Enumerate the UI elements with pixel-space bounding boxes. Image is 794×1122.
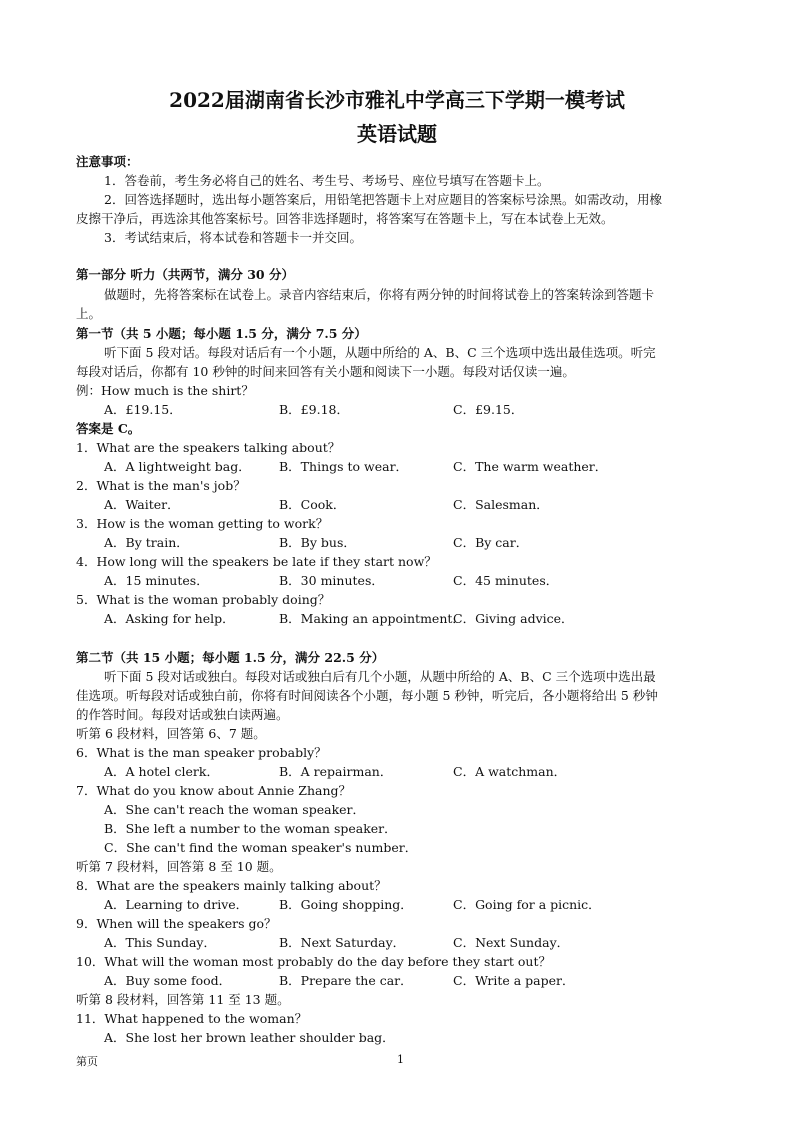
section1-intro: 听下面 5 段对话。每段对话后有一个小题，从题中所给的 A、B、C 三个选项中选出最佳选项。听完 xyxy=(104,345,656,360)
option: A．This Sunday． xyxy=(104,935,216,950)
option: C．By car． xyxy=(453,535,529,550)
option: B．Cook． xyxy=(279,497,346,512)
option: C．The warm weather． xyxy=(453,459,608,474)
option: B．Prepare the car． xyxy=(279,973,413,988)
section2-intro: 佳选项。听每段对话或独白前，你将有时间阅读各个小题，每小题 5 秒钟，听完后，各小题将给出 5 秒钟 xyxy=(76,688,658,703)
option: A．Waiter． xyxy=(104,497,180,512)
notice-item: 2．回答选择题时，选出每小题答案后，用铅笔把答题卡上对应题目的答案标号涂黑。如需改动，用橡 xyxy=(104,192,662,207)
example-option: A．£19.15． xyxy=(104,402,182,417)
material-instruction: 听第 6 段材料，回答第 6、7 题。 xyxy=(76,726,266,741)
option: B．Things to wear． xyxy=(279,459,409,474)
option: A．She can't reach the woman speaker． xyxy=(104,802,366,817)
option: A．Learning to drive． xyxy=(104,897,249,912)
question: 4．How long will the speakers be late if they start now？ xyxy=(76,554,437,569)
section1-heading: 第一节（共 5 小题；每小题 1.5 分，满分 7.5 分） xyxy=(76,326,367,341)
option: C．Salesman． xyxy=(453,497,549,512)
part1-intro: 上。 xyxy=(76,306,102,321)
question: 5．What is the woman probably doing？ xyxy=(76,592,331,607)
option: A．15 minutes． xyxy=(104,573,209,588)
option: B．Next Saturday． xyxy=(279,935,406,950)
option: C．Next Sunday． xyxy=(453,935,570,950)
option: A．Asking for help． xyxy=(104,611,235,626)
question: 7．What do you know about Annie Zhang？ xyxy=(76,783,352,798)
example-option: B．£9.18． xyxy=(279,402,349,417)
page-title: 2022届湖南省长沙市雅礼中学高三下学期一模考试 xyxy=(169,88,625,112)
question: 6．What is the man speaker probably？ xyxy=(76,745,327,760)
option: A．A lightweight bag． xyxy=(104,459,251,474)
notice-item: 3．考试结束后，将本试卷和答题卡一并交回。 xyxy=(104,230,362,245)
option: B．A repairman． xyxy=(279,764,393,779)
option: B．Going shopping． xyxy=(279,897,413,912)
option: C．She can't find the woman speaker's number． xyxy=(104,840,418,855)
example-option: C．£9.15． xyxy=(453,402,524,417)
option: A．A hotel clerk． xyxy=(104,764,219,779)
question: 2．What is the man's job？ xyxy=(76,478,246,493)
material-instruction: 听第 8 段材料，回答第 11 至 13 题。 xyxy=(76,992,290,1007)
material-instruction: 听第 7 段材料，回答第 8 至 10 题。 xyxy=(76,859,282,874)
page-number: 1 xyxy=(397,1053,404,1066)
option: C．Going for a picnic． xyxy=(453,897,601,912)
question: 8．What are the speakers mainly talking about？ xyxy=(76,878,387,893)
option: B．Making an appointment． xyxy=(279,611,465,626)
section2-intro: 的作答时间。每段对话或独白读两遍。 xyxy=(76,707,289,722)
notice-item: 1．答卷前，考生务必将自己的姓名、考生号、考场号、座位号填写在答题卡上。 xyxy=(104,173,550,188)
question: 1．What are the speakers talking about？ xyxy=(76,440,341,455)
question: 3．How is the woman getting to work？ xyxy=(76,516,329,531)
option: C．Write a paper． xyxy=(453,973,575,988)
question: 10．What will the woman most probably do the day before they start out？ xyxy=(76,954,552,969)
option: C．Giving advice． xyxy=(453,611,574,626)
option: A．Buy some food． xyxy=(104,973,232,988)
question: 11．What happened to the woman？ xyxy=(76,1011,308,1026)
notice-heading: 注意事项： xyxy=(76,154,139,169)
section2-intro: 听下面 5 段对话或独白。每段对话或独白后有几个小题，从题中所给的 A、B、C 三个选项中选出最 xyxy=(104,669,656,684)
section2-heading: 第二节（共 15 小题；每小题 1.5 分，满分 22.5 分） xyxy=(76,650,385,665)
option: B．By bus． xyxy=(279,535,356,550)
option: C．A watchman． xyxy=(453,764,567,779)
option: A．By train． xyxy=(104,535,189,550)
section1-intro: 每段对话后，你都有 10 秒钟的时间来回答有关小题和阅读下一小题。每段对话仅读一遍。 xyxy=(76,364,575,379)
question: 9．When will the speakers go？ xyxy=(76,916,277,931)
part1-intro: 做题时，先将答案标在试卷上。录音内容结束后，你将有两分钟的时间将试卷上的答案转涂到答题卡 xyxy=(104,287,655,302)
option: A．She lost her brown leather shoulder bag． xyxy=(104,1030,395,1045)
footer-label: 第页 xyxy=(76,1055,98,1068)
example-answer: 答案是 C。 xyxy=(76,421,141,436)
example-question: 例：How much is the shirt？ xyxy=(76,383,254,398)
part1-heading: 第一部分 听力（共两节，满分 30 分） xyxy=(76,267,294,282)
page-subtitle: 英语试题 xyxy=(357,122,437,146)
option: C．45 minutes． xyxy=(453,573,559,588)
option: B．30 minutes． xyxy=(279,573,384,588)
option: B．She left a number to the woman speaker． xyxy=(104,821,397,836)
notice-item: 皮擦干净后，再选涂其他答案标号。回答非选择题时，将答案写在答题卡上，写在本试卷上无效。 xyxy=(76,211,614,226)
